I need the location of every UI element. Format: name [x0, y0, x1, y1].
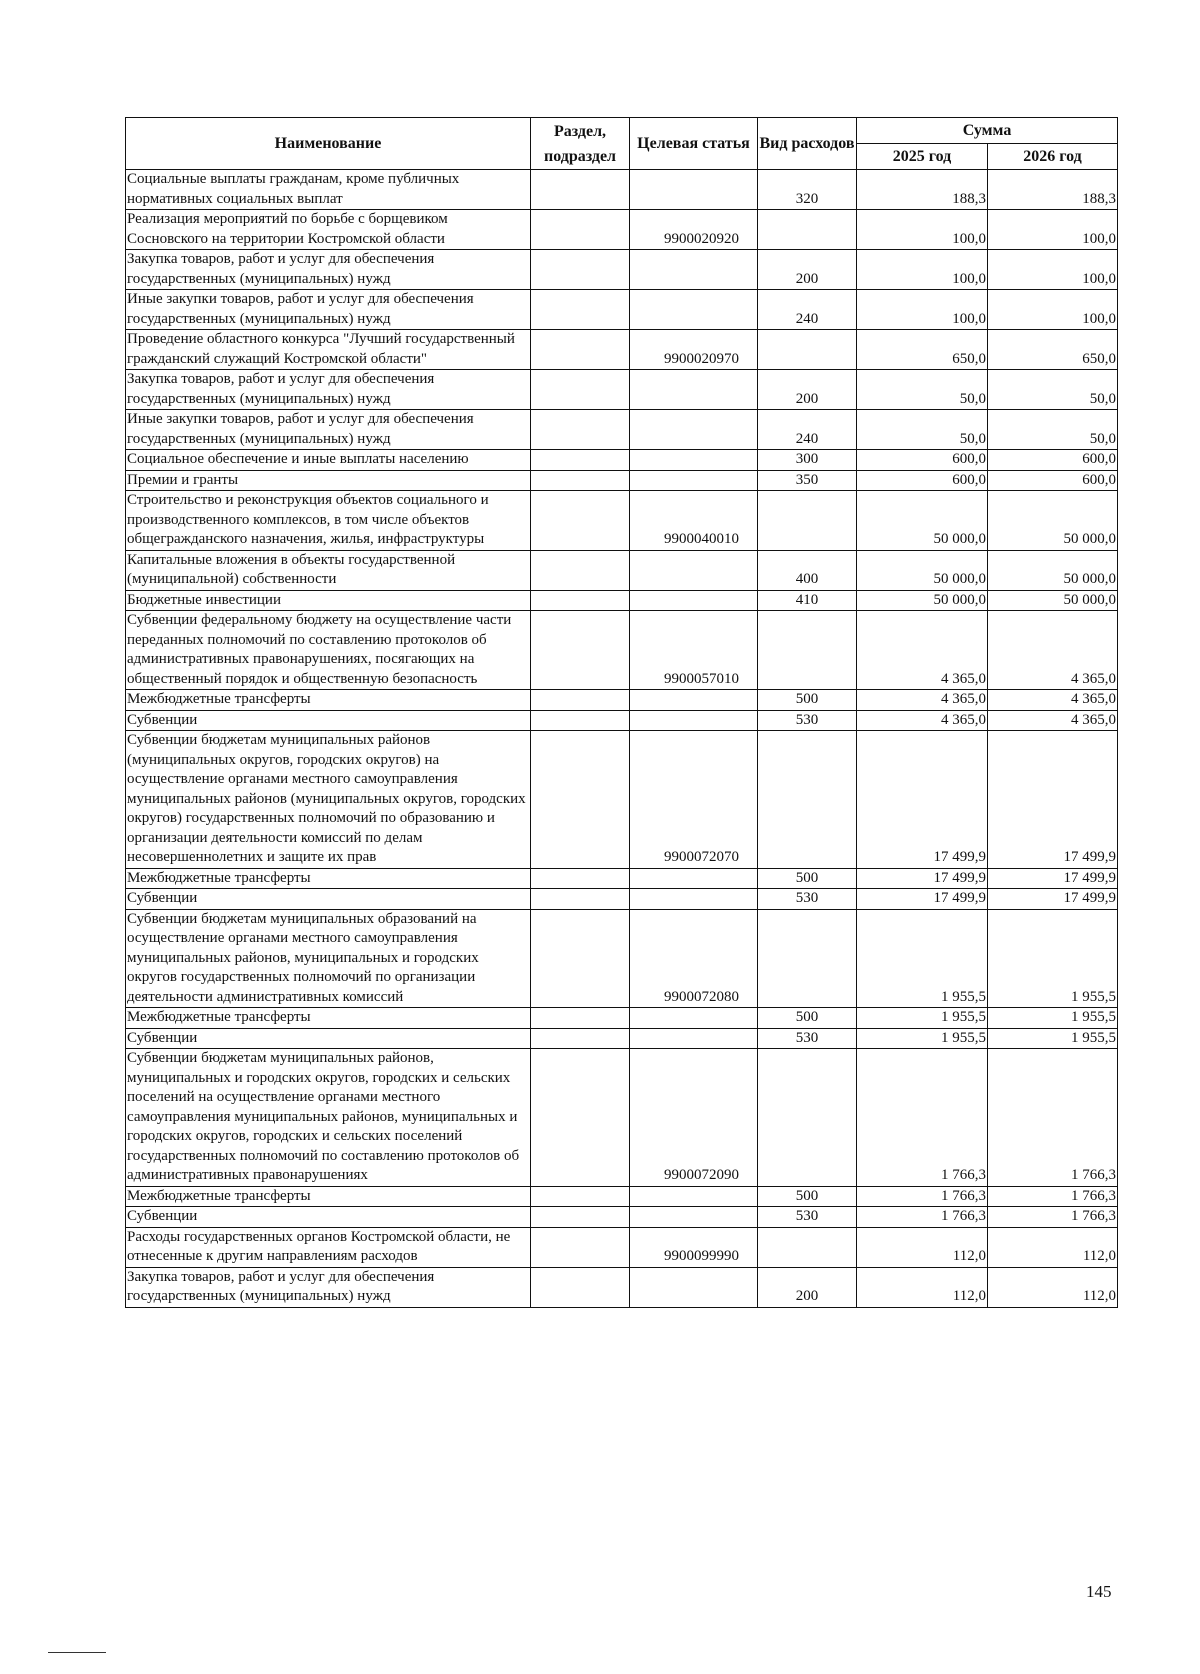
header-year-2025: 2025 год	[857, 144, 988, 170]
cell-2026: 50,0	[988, 370, 1118, 410]
cell-kind	[758, 731, 857, 869]
cell-2026: 188,3	[988, 170, 1118, 210]
cell-2026: 17 499,9	[988, 731, 1118, 869]
cell-kind: 400	[758, 550, 857, 590]
cell-target	[630, 710, 758, 731]
cell-2025: 17 499,9	[857, 889, 988, 910]
cell-2025: 50 000,0	[857, 550, 988, 590]
cell-2025: 112,0	[857, 1227, 988, 1267]
table-row	[126, 690, 1118, 711]
cell-name: Субвенции	[126, 1028, 531, 1049]
cell-2025: 600,0	[857, 450, 988, 471]
cell-name: Иные закупки товаров, работ и услуг для обеспечения государственных (муниципальных) нужд	[126, 290, 531, 330]
cell-section	[531, 1008, 630, 1029]
cell-target: 9900072080	[630, 909, 758, 1008]
cell-kind: 200	[758, 250, 857, 290]
cell-target	[630, 1186, 758, 1207]
cell-name: Бюджетные инвестиции	[126, 590, 531, 611]
table-row	[126, 868, 1118, 889]
cell-2026: 50 000,0	[988, 550, 1118, 590]
cell-target	[630, 290, 758, 330]
cell-2026: 1 955,5	[988, 1008, 1118, 1029]
cell-name: Субвенции бюджетам муниципальных районов, муниципальных и городских округов, городских и сельских поселений на осуществление органами местного самоуправления муниципальных районов, муниципальных и городских округов, городских и сельских поселений государственных полномочий по составлению протоколов об административных правонарушениях	[126, 1049, 531, 1187]
cell-2025: 4 365,0	[857, 611, 988, 690]
cell-2025: 17 499,9	[857, 731, 988, 869]
cell-2026: 17 499,9	[988, 868, 1118, 889]
cell-kind: 410	[758, 590, 857, 611]
cell-section	[531, 491, 630, 551]
cell-2026: 650,0	[988, 330, 1118, 370]
table-row	[126, 170, 1118, 210]
cell-kind: 500	[758, 1186, 857, 1207]
cell-2026: 100,0	[988, 250, 1118, 290]
cell-name: Межбюджетные трансферты	[126, 1186, 531, 1207]
cell-2026: 1 766,3	[988, 1049, 1118, 1187]
table-row	[126, 1186, 1118, 1207]
cell-2025: 50,0	[857, 370, 988, 410]
cell-target	[630, 410, 758, 450]
cell-name: Закупка товаров, работ и услуг для обеспечения государственных (муниципальных) нужд	[126, 1267, 531, 1307]
cell-2026: 1 955,5	[988, 909, 1118, 1008]
cell-kind	[758, 330, 857, 370]
cell-section	[531, 731, 630, 869]
cell-target: 9900020920	[630, 210, 758, 250]
cell-section	[531, 1186, 630, 1207]
cell-target	[630, 868, 758, 889]
cell-name: Социальное обеспечение и иные выплаты населению	[126, 450, 531, 471]
cell-name: Иные закупки товаров, работ и услуг для обеспечения государственных (муниципальных) нужд	[126, 410, 531, 450]
cell-2025: 4 365,0	[857, 710, 988, 731]
cell-target	[630, 1008, 758, 1029]
cell-section	[531, 1267, 630, 1307]
cell-name: Межбюджетные трансферты	[126, 1008, 531, 1029]
cell-kind	[758, 1227, 857, 1267]
cell-kind: 530	[758, 1028, 857, 1049]
cell-2025: 1 766,3	[857, 1207, 988, 1228]
cell-target	[630, 450, 758, 471]
table-row	[126, 611, 1118, 690]
cell-target: 9900072070	[630, 731, 758, 869]
cell-section	[531, 690, 630, 711]
cell-kind: 530	[758, 710, 857, 731]
table-row	[126, 1028, 1118, 1049]
cell-name: Реализация мероприятий по борьбе с борщевиком Сосновского на территории Костромской области	[126, 210, 531, 250]
table-row	[126, 491, 1118, 551]
cell-kind	[758, 491, 857, 551]
table-row	[126, 290, 1118, 330]
table-row	[126, 550, 1118, 590]
cell-name: Премии и гранты	[126, 470, 531, 491]
cell-name: Проведение областного конкурса "Лучший государственный гражданский служащий Костромской области"	[126, 330, 531, 370]
cell-kind: 300	[758, 450, 857, 471]
cell-name: Закупка товаров, работ и услуг для обеспечения государственных (муниципальных) нужд	[126, 370, 531, 410]
cell-target	[630, 1028, 758, 1049]
cell-2025: 100,0	[857, 250, 988, 290]
table-row	[126, 450, 1118, 471]
cell-kind: 500	[758, 868, 857, 889]
cell-target	[630, 1267, 758, 1307]
cell-2026: 112,0	[988, 1227, 1118, 1267]
table-row	[126, 909, 1118, 1008]
cell-target: 9900057010	[630, 611, 758, 690]
cell-target	[630, 690, 758, 711]
cell-2025: 1 766,3	[857, 1049, 988, 1187]
cell-target: 9900040010	[630, 491, 758, 551]
cell-name: Социальные выплаты гражданам, кроме публичных нормативных социальных выплат	[126, 170, 531, 210]
cell-name: Закупка товаров, работ и услуг для обеспечения государственных (муниципальных) нужд	[126, 250, 531, 290]
cell-section	[531, 410, 630, 450]
cell-2025: 600,0	[857, 470, 988, 491]
footer-rule	[48, 1652, 106, 1653]
cell-kind: 530	[758, 889, 857, 910]
cell-section	[531, 290, 630, 330]
header-kind: Вид расходов	[758, 118, 857, 170]
cell-2026: 600,0	[988, 470, 1118, 491]
cell-section	[531, 330, 630, 370]
cell-section	[531, 210, 630, 250]
cell-2025: 1 955,5	[857, 1028, 988, 1049]
cell-2026: 4 365,0	[988, 611, 1118, 690]
cell-2026: 1 766,3	[988, 1186, 1118, 1207]
cell-section	[531, 590, 630, 611]
cell-kind: 350	[758, 470, 857, 491]
cell-2026: 4 365,0	[988, 690, 1118, 711]
table-row	[126, 731, 1118, 869]
cell-section	[531, 868, 630, 889]
cell-kind	[758, 1049, 857, 1187]
cell-name: Строительство и реконструкция объектов социального и производственного комплексов, в том числе объектов общегражданского назначения, жилья, инфраструктуры	[126, 491, 531, 551]
cell-section	[531, 1028, 630, 1049]
cell-2025: 100,0	[857, 210, 988, 250]
cell-2026: 50 000,0	[988, 590, 1118, 611]
cell-2025: 1 955,5	[857, 909, 988, 1008]
cell-name: Капитальные вложения в объекты государственной (муниципальной) собственности	[126, 550, 531, 590]
cell-2025: 100,0	[857, 290, 988, 330]
header-year-2026: 2026 год	[988, 144, 1118, 170]
cell-2026: 600,0	[988, 450, 1118, 471]
table-header	[126, 118, 1118, 170]
cell-name: Межбюджетные трансферты	[126, 690, 531, 711]
header-name: Наименование	[126, 118, 531, 170]
table-row	[126, 1049, 1118, 1187]
cell-target	[630, 470, 758, 491]
table-row	[126, 1207, 1118, 1228]
cell-section	[531, 450, 630, 471]
cell-kind: 240	[758, 290, 857, 330]
cell-target: 9900072090	[630, 1049, 758, 1187]
cell-2026: 100,0	[988, 290, 1118, 330]
cell-2026: 100,0	[988, 210, 1118, 250]
cell-target	[630, 1207, 758, 1228]
cell-name: Субвенции бюджетам муниципальных районов (муниципальных округов, городских округов) на осуществление органами местного самоуправления муниципальных районов (муниципальных округов, городских округов) государственных полномочий по образованию и организации деятельности комиссий по делам несовершеннолетних и защите их прав	[126, 731, 531, 869]
table-row	[126, 1008, 1118, 1029]
table-row	[126, 210, 1118, 250]
cell-2025: 650,0	[857, 330, 988, 370]
table-row	[126, 470, 1118, 491]
cell-section	[531, 250, 630, 290]
cell-2026: 1 766,3	[988, 1207, 1118, 1228]
cell-section	[531, 370, 630, 410]
cell-section	[531, 550, 630, 590]
cell-target	[630, 550, 758, 590]
cell-target: 9900099990	[630, 1227, 758, 1267]
cell-2026: 50,0	[988, 410, 1118, 450]
cell-section	[531, 889, 630, 910]
cell-target	[630, 250, 758, 290]
cell-section	[531, 611, 630, 690]
cell-2025: 4 365,0	[857, 690, 988, 711]
cell-2025: 1 955,5	[857, 1008, 988, 1029]
cell-section	[531, 909, 630, 1008]
header-section: Раздел, подраздел	[531, 118, 630, 170]
page-number: 145	[1086, 1582, 1112, 1601]
cell-name: Субвенции федеральному бюджету на осуществление части переданных полномочий по составлению протоколов об административных правонарушениях, посягающих на общественный порядок и общественную безопасность	[126, 611, 531, 690]
cell-kind: 500	[758, 690, 857, 711]
cell-section	[531, 470, 630, 491]
header-target: Целевая статья	[630, 118, 758, 170]
cell-name: Субвенции бюджетам муниципальных образований на осуществление органами местного самоуправления муниципальных районов, муниципальных и городских округов государственных полномочий по организации деятельности административных комиссий	[126, 909, 531, 1008]
cell-2026: 1 955,5	[988, 1028, 1118, 1049]
table-row	[126, 889, 1118, 910]
cell-target	[630, 590, 758, 611]
cell-kind	[758, 611, 857, 690]
cell-target	[630, 889, 758, 910]
cell-2026: 17 499,9	[988, 889, 1118, 910]
cell-kind: 500	[758, 1008, 857, 1029]
cell-section	[531, 1227, 630, 1267]
cell-2025: 50 000,0	[857, 590, 988, 611]
cell-2025: 112,0	[857, 1267, 988, 1307]
cell-target	[630, 170, 758, 210]
table-row	[126, 410, 1118, 450]
cell-section	[531, 1049, 630, 1187]
table-row	[126, 1267, 1118, 1307]
cell-kind	[758, 909, 857, 1008]
cell-name: Субвенции	[126, 1207, 531, 1228]
table-row	[126, 710, 1118, 731]
cell-target: 9900020970	[630, 330, 758, 370]
cell-2025: 17 499,9	[857, 868, 988, 889]
table-row	[126, 590, 1118, 611]
cell-name: Субвенции	[126, 710, 531, 731]
cell-2025: 50 000,0	[857, 491, 988, 551]
cell-section	[531, 170, 630, 210]
cell-target	[630, 370, 758, 410]
cell-kind: 240	[758, 410, 857, 450]
cell-2026: 50 000,0	[988, 491, 1118, 551]
cell-kind: 200	[758, 370, 857, 410]
cell-name: Субвенции	[126, 889, 531, 910]
cell-kind: 200	[758, 1267, 857, 1307]
budget-table	[125, 117, 1118, 1308]
cell-kind	[758, 210, 857, 250]
table-body	[126, 170, 1118, 1308]
header-sum: Сумма	[857, 118, 1118, 144]
cell-kind: 320	[758, 170, 857, 210]
cell-2026: 112,0	[988, 1267, 1118, 1307]
cell-2025: 50,0	[857, 410, 988, 450]
cell-kind: 530	[758, 1207, 857, 1228]
cell-section	[531, 710, 630, 731]
table-row	[126, 250, 1118, 290]
cell-2026: 4 365,0	[988, 710, 1118, 731]
cell-name: Расходы государственных органов Костромской области, не отнесенные к другим направлениям расходов	[126, 1227, 531, 1267]
table-row	[126, 330, 1118, 370]
cell-2025: 1 766,3	[857, 1186, 988, 1207]
cell-name: Межбюджетные трансферты	[126, 868, 531, 889]
cell-2025: 188,3	[857, 170, 988, 210]
cell-section	[531, 1207, 630, 1228]
table-row	[126, 1227, 1118, 1267]
table-row	[126, 370, 1118, 410]
